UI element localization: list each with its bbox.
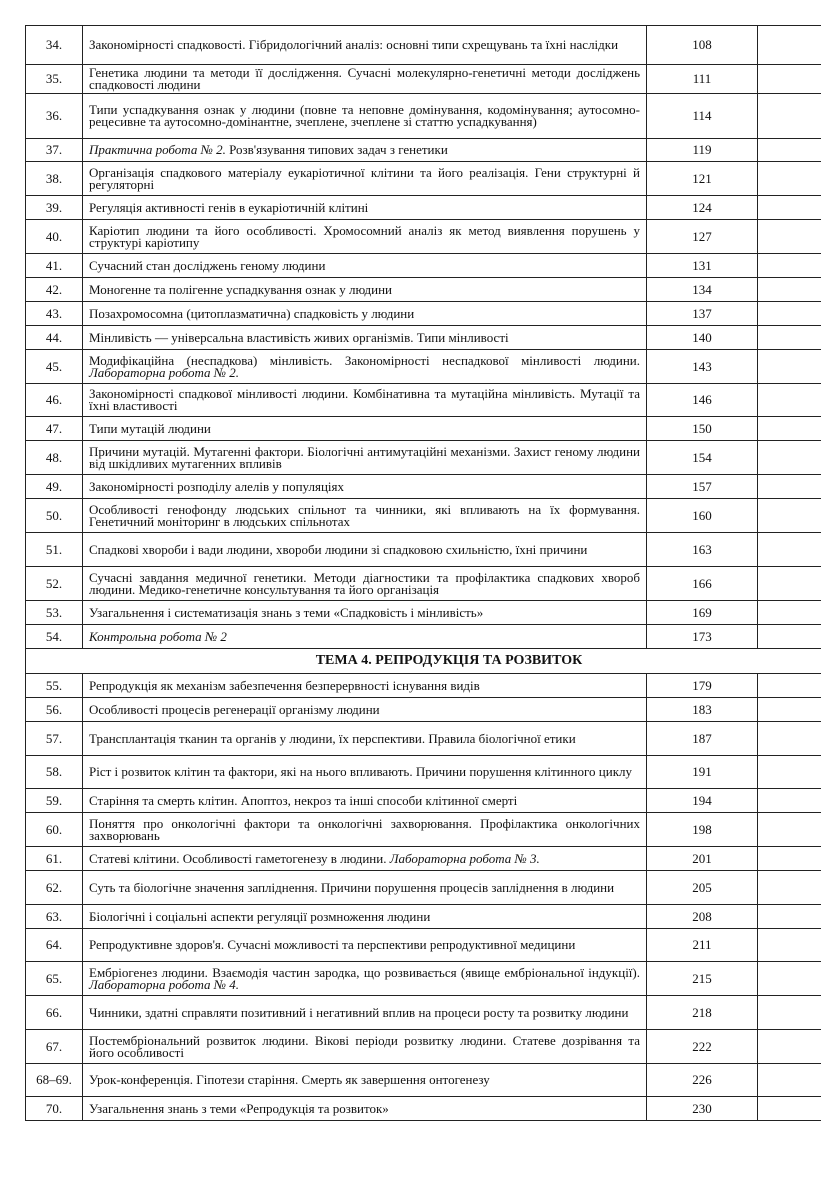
lesson-topic-text: Особливості генофонду людських спільнот та чинники, які впливають на їх формування. Генетичний моніторинг в людських спільнотах [89,501,640,529]
page-number: 205 [647,871,758,905]
theme-heading-section [26,649,821,674]
notes-cell [758,162,821,196]
lesson-topic-text: Репродуктивне здоров'я. Сучасні можливості та перспективи репродуктивної медицини [89,937,576,952]
lesson-topic [83,847,647,871]
toc-row [26,1030,821,1064]
page-number: 108 [647,26,758,65]
toc-row [26,254,821,278]
toc-row [26,475,821,499]
page-number: 166 [647,567,758,601]
notes-cell [758,722,821,756]
notes-cell [758,905,821,929]
lesson-topic-text: Трансплантація тканин та органів у людини, їх перспективи. Правила біологічної етики [89,730,576,746]
lesson-topic [83,162,647,196]
page-number: 169 [647,601,758,625]
lesson-topic-text: Модифікаційна (неспадкова) мінливість. Закономірності неспадкової мінливості людини. [89,352,640,368]
lesson-topic-text: Поняття про онкологічні фактори та онкологічні захворювання. Профілактика онкологічних захворювань [89,815,640,843]
page-number: 114 [647,94,758,139]
page-number: 183 [647,698,758,722]
lesson-number: 39. [26,196,83,220]
notes-cell [758,441,821,475]
lesson-topic-text: Закономірності спадковості. Гібридологічний аналіз: основні типи схрещувань та їхні наслідки [89,37,619,52]
lesson-topic-italic: Контрольна робота № 2 [89,628,227,644]
notes-cell [758,26,821,65]
notes-cell [758,65,821,94]
page-number: 121 [647,162,758,196]
lesson-topic-text: Ембріогенез людини. Взаємодія частин зародка, що розвивається (явище ембріональної індукції). [89,964,640,980]
notes-cell [758,1030,821,1064]
lesson-number: 46. [26,384,83,417]
lesson-topic-text: Каріотип людини та його особливості. Хромосомний аналіз як метод виявлення порушень у структурі каріотипу [89,222,640,250]
page-number: 173 [647,625,758,649]
page-number: 154 [647,441,758,475]
lesson-number: 67. [26,1030,83,1064]
lesson-topic-text: Особливості процесів регенерації організму людини [89,701,380,717]
notes-cell [758,871,821,905]
toc-row [26,813,821,847]
lesson-topic [83,278,647,302]
lesson-topic [83,26,647,65]
notes-cell [758,789,821,813]
lesson-topic [83,625,647,649]
lesson-topic-text: Узагальнення знань з теми «Репродукція та розвиток» [89,1100,389,1116]
toc-row [26,1097,821,1121]
lesson-number: 38. [26,162,83,196]
toc-row [26,905,821,929]
lesson-topic [83,601,647,625]
lesson-topic [83,905,647,929]
toc-row [26,302,821,326]
toc-row [26,871,821,905]
toc-row [26,65,821,94]
lesson-number: 63. [26,905,83,929]
lesson-number: 44. [26,326,83,350]
lesson-topic-text: Узагальнення і систематизація знань з теми «Спадковість і мінливість» [89,604,484,620]
toc-row [26,674,821,698]
lesson-topic-text: Спадкові хвороби і вади людини, хвороби людини зі спадковою схильністю, їхні причини [89,541,588,557]
lesson-number: 41. [26,254,83,278]
notes-cell [758,567,821,601]
page-number: 150 [647,417,758,441]
page-number: 119 [647,139,758,162]
toc-row [26,26,821,65]
toc-row [26,94,821,139]
notes-cell [758,1097,821,1121]
toc-row [26,417,821,441]
lesson-number: 58. [26,756,83,789]
lesson-topic [83,499,647,533]
notes-cell [758,674,821,698]
lesson-topic-text: Статеві клітини. Особливості гаметогенезу в людини. [89,850,390,866]
lesson-number: 70. [26,1097,83,1121]
lesson-topic [83,996,647,1030]
notes-cell [758,94,821,139]
theme-heading-row [26,649,821,674]
notes-cell [758,929,821,962]
lesson-number: 51. [26,533,83,567]
lesson-topic [83,929,647,962]
lesson-number: 47. [26,417,83,441]
page-number: 127 [647,220,758,254]
lesson-topic [83,533,647,567]
lesson-number: 52. [26,567,83,601]
notes-cell [758,196,821,220]
page-number: 226 [647,1064,758,1097]
toc-row [26,384,821,417]
lesson-number: 68–69. [26,1064,83,1097]
lesson-topic [83,756,647,789]
lesson-topic-italic: Лабораторна робота № 2. [89,364,240,380]
lesson-topic [83,384,647,417]
theme-heading: ТЕМА 4. РЕПРОДУКЦІЯ ТА РОЗВИТОК [26,649,821,674]
toc-row [26,601,821,625]
lesson-topic-text: Сучасний стан досліджень геному людини [89,257,326,273]
lesson-topic [83,567,647,601]
lesson-number: 65. [26,962,83,996]
notes-cell [758,601,821,625]
notes-cell [758,756,821,789]
page-number: 160 [647,499,758,533]
page-number: 191 [647,756,758,789]
page-number: 218 [647,996,758,1030]
lesson-number: 36. [26,94,83,139]
page-number: 143 [647,350,758,384]
lesson-topic [83,196,647,220]
page-number: 124 [647,196,758,220]
notes-cell [758,625,821,649]
lesson-number: 49. [26,475,83,499]
page-number: 137 [647,302,758,326]
lesson-number: 61. [26,847,83,871]
contents-table [25,25,821,1121]
lesson-topic [83,475,647,499]
toc-row [26,722,821,756]
lesson-topic [83,813,647,847]
notes-cell [758,1064,821,1097]
notes-cell [758,417,821,441]
notes-cell [758,962,821,996]
notes-cell [758,533,821,567]
page-number: 146 [647,384,758,417]
lesson-topic-text: Розв'язування типових задач з генетики [225,142,448,157]
notes-cell [758,139,821,162]
notes-cell [758,698,821,722]
notes-cell [758,278,821,302]
lesson-topic-text: Організація спадкового матеріалу еукаріотичної клітини та його реалізація. Гени структурні й регуляторні [89,164,640,192]
toc-row [26,220,821,254]
lesson-topic [83,1097,647,1121]
lesson-topic-text: Репродукція як механізм забезпечення безперервності існування видів [89,677,480,693]
notes-cell [758,220,821,254]
lesson-topic-text: Ріст і розвиток клітин та фактори, які на нього впливають. Причини порушення клітинного циклу [89,764,632,779]
lesson-topic-italic: Лабораторна робота № 4. [89,976,240,992]
lesson-topic-text: Закономірності спадкової мінливості людини. Комбінативна та мутаційна мінливість. Мутації та їхні властивості [89,386,640,413]
lesson-number: 50. [26,499,83,533]
lesson-topic [83,789,647,813]
toc-row [26,996,821,1030]
page-number: 111 [647,65,758,94]
page-number: 131 [647,254,758,278]
lesson-topic [83,1064,647,1097]
lesson-topic-text: Позахромосомна (цитоплазматична) спадковість у людини [89,305,415,321]
lesson-topic [83,1030,647,1064]
toc-row [26,625,821,649]
toc-row [26,929,821,962]
page-number: 211 [647,929,758,962]
page-number: 208 [647,905,758,929]
page-number: 194 [647,789,758,813]
toc-row [26,278,821,302]
lesson-number: 56. [26,698,83,722]
page-number: 198 [647,813,758,847]
lesson-topic [83,94,647,139]
toc-row [26,533,821,567]
lesson-topic [83,350,647,384]
lesson-topic [83,871,647,905]
notes-cell [758,499,821,533]
lesson-topic-italic: Лабораторна робота № 3. [389,850,540,866]
lesson-topic-text: Урок-конференція. Гіпотези старіння. Смерть як завершення онтогенезу [89,1072,490,1087]
toc-row [26,499,821,533]
lesson-topic-text: Моногенне та полігенне успадкування ознак у людини [89,281,392,297]
lesson-topic [83,302,647,326]
lesson-topic-text: Типи мутацій людини [89,420,211,436]
lesson-topic [83,722,647,756]
toc-row [26,847,821,871]
lesson-topic-text: Мінливість — універсальна властивість живих організмів. Типи мінливості [89,329,509,345]
lesson-topic [83,698,647,722]
lesson-topic [83,139,647,162]
page-number: 201 [647,847,758,871]
page-number: 140 [647,326,758,350]
lesson-number: 43. [26,302,83,326]
lesson-number: 53. [26,601,83,625]
notes-cell [758,302,821,326]
lesson-topic [83,254,647,278]
page-number: 215 [647,962,758,996]
lesson-number: 60. [26,813,83,847]
notes-cell [758,350,821,384]
lesson-number: 66. [26,996,83,1030]
page-number: 163 [647,533,758,567]
contents-section-3 [26,26,821,649]
lesson-topic [83,326,647,350]
lesson-number: 55. [26,674,83,698]
lesson-topic [83,220,647,254]
lesson-topic-text: Сучасні завдання медичної генетики. Методи діагностики та профілактика спадкових хвороб людини. Медико-генетичне консультування та його організація [89,569,640,597]
notes-cell [758,847,821,871]
toc-row [26,326,821,350]
toc-row [26,962,821,996]
lesson-topic-text: Старіння та смерть клітин. Апоптоз, некроз та інші способи клітинної смерті [89,792,518,808]
lesson-topic-text: Генетика людини та методи її дослідження. Сучасні молекулярно-генетичні методи досліджень спадковості людини [89,65,640,92]
page-number: 230 [647,1097,758,1121]
notes-cell [758,813,821,847]
page-number: 134 [647,278,758,302]
toc-row [26,441,821,475]
lesson-topic [83,417,647,441]
toc-row [26,139,821,162]
lesson-topic [83,441,647,475]
page-number: 222 [647,1030,758,1064]
toc-row [26,196,821,220]
lesson-number: 64. [26,929,83,962]
lesson-number: 57. [26,722,83,756]
lesson-number: 45. [26,350,83,384]
lesson-topic-text: Типи успадкування ознак у людини (повне та неповне домінування, кодомінування; аутосомно-рецесивне та аутосомно-домінантне, зчеплене, зчеплене зі статтю успадкування) [89,102,640,129]
toc-row [26,1064,821,1097]
toc-row [26,567,821,601]
lesson-topic-text: Постембріональний розвиток людини. Вікові періоди розвитку людини. Статеве дозрівання та його особливості [89,1032,640,1060]
toc-row [26,789,821,813]
lesson-number: 35. [26,65,83,94]
lesson-number: 42. [26,278,83,302]
lesson-topic [83,674,647,698]
lesson-number: 40. [26,220,83,254]
page-number: 187 [647,722,758,756]
page-number: 179 [647,674,758,698]
page-number: 157 [647,475,758,499]
toc-row [26,698,821,722]
lesson-number: 59. [26,789,83,813]
notes-cell [758,326,821,350]
toc-row [26,756,821,789]
lesson-topic-italic: Практична робота № 2. [89,142,226,157]
contents-section-4 [26,674,821,1121]
lesson-topic-text: Закономірності розподілу алелів у популяціях [89,478,344,494]
notes-cell [758,475,821,499]
toc-row [26,350,821,384]
lesson-number: 34. [26,26,83,65]
notes-cell [758,254,821,278]
lesson-topic-text: Чинники, здатні справляти позитивний і негативний вплив на процеси росту та розвитку людини [89,1004,629,1020]
lesson-topic [83,65,647,94]
lesson-topic-text: Регуляція активності генів в еукаріотичній клітині [89,199,369,215]
lesson-number: 54. [26,625,83,649]
lesson-number: 48. [26,441,83,475]
lesson-number: 37. [26,139,83,162]
lesson-topic-text: Біологічні і соціальні аспекти регуляції розмноження людини [89,908,431,924]
lesson-topic-text: Суть та біологічне значення запліднення. Причини порушення процесів запліднення в людини [89,879,615,895]
notes-cell [758,384,821,417]
lesson-topic [83,962,647,996]
notes-cell [758,996,821,1030]
toc-row [26,162,821,196]
lesson-number: 62. [26,871,83,905]
lesson-topic-text: Причини мутацій. Мутагенні фактори. Біологічні антимутаційні механізми. Захист геному людини від шкідливих мутагенних впливів [89,443,640,471]
